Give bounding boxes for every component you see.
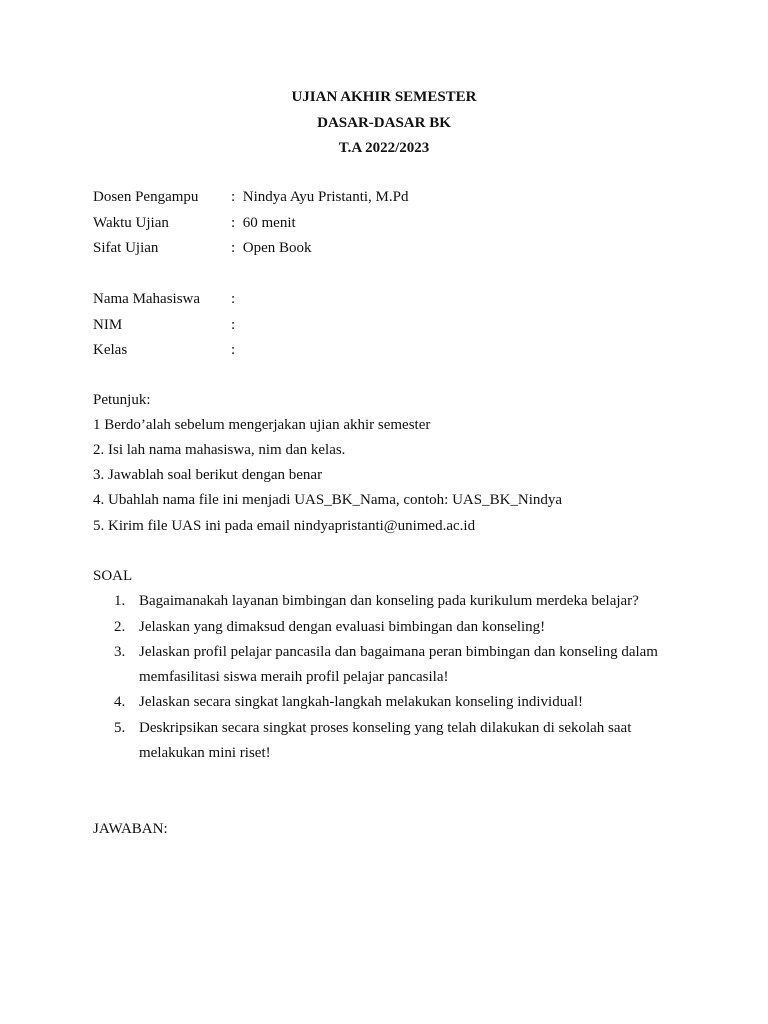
info-value: Nindya Ayu Pristanti, M.Pd — [239, 189, 409, 205]
info-label: Waktu Ujian — [93, 215, 169, 231]
question-number: 4. — [114, 694, 126, 710]
answer-area[interactable] — [93, 845, 675, 995]
student-class-field[interactable] — [93, 340, 239, 360]
field-label: Kelas — [93, 342, 128, 358]
exam-title: UJIAN AKHIR SEMESTER — [291, 89, 477, 105]
field-colon: : — [231, 342, 236, 358]
info-value: 60 menit — [239, 215, 296, 231]
info-label: Sifat Ujian — [93, 240, 159, 256]
info-colon: : — [231, 189, 236, 205]
course-title: DASAR-DASAR BK — [317, 115, 451, 131]
question-text-continued: memfasilitasi siswa meraih profil pelajar pancasila! — [139, 669, 449, 685]
question-number: 1. — [114, 593, 126, 609]
field-colon: : — [231, 291, 236, 307]
question-text: Deskripsikan secara singkat proses konseling yang telah dilakukan di sekolah saat — [139, 720, 632, 736]
instruction-item: 4. Ubahlah nama file ini menjadi UAS_BK_Nama, contoh: UAS_BK_Nindya — [93, 492, 563, 508]
questions-heading: SOAL — [93, 568, 133, 584]
instructions-heading: Petunjuk: — [93, 392, 151, 408]
student-name-field[interactable] — [93, 289, 239, 309]
question-text: Bagaimanakah layanan bimbingan dan konseling pada kurikulum merdeka belajar? — [139, 593, 639, 609]
info-row-type — [93, 238, 312, 258]
field-label: Nama Mahasiswa — [93, 291, 201, 307]
field-label: NIM — [93, 317, 123, 333]
instruction-item: 5. Kirim file UAS ini pada email nindyapristanti@unimed.ac.id — [93, 518, 476, 534]
instruction-item: 3. Jawablah soal berikut dengan benar — [93, 467, 323, 483]
instruction-item: 2. Isi lah nama mahasiswa, nim dan kelas. — [93, 442, 346, 458]
question-number: 2. — [114, 619, 126, 635]
question-text-continued: melakukan mini riset! — [139, 745, 271, 761]
question-text: Jelaskan secara singkat langkah-langkah melakukan konseling individual! — [139, 694, 584, 710]
question-number: 3. — [114, 644, 126, 660]
question-number: 5. — [114, 720, 126, 736]
info-label: Dosen Pengampu — [93, 189, 199, 205]
info-colon: : — [231, 240, 236, 256]
question-text: Jelaskan profil pelajar pancasila dan bagaimana peran bimbingan dan konseling dalam — [139, 644, 658, 660]
academic-year: T.A 2022/2023 — [338, 140, 430, 156]
info-row-lecturer — [93, 187, 408, 207]
info-row-duration — [93, 213, 296, 233]
question-text: Jelaskan yang dimaksud dengan evaluasi bimbingan dan konseling! — [139, 619, 546, 635]
info-value: Open Book — [239, 240, 312, 256]
answer-heading: JAWABAN: — [93, 821, 168, 837]
student-nim-field[interactable] — [93, 315, 239, 335]
info-colon: : — [231, 215, 236, 231]
field-colon: : — [231, 317, 236, 333]
instruction-item: 1 Berdo’alah sebelum mengerjakan ujian akhir semester — [93, 417, 431, 433]
